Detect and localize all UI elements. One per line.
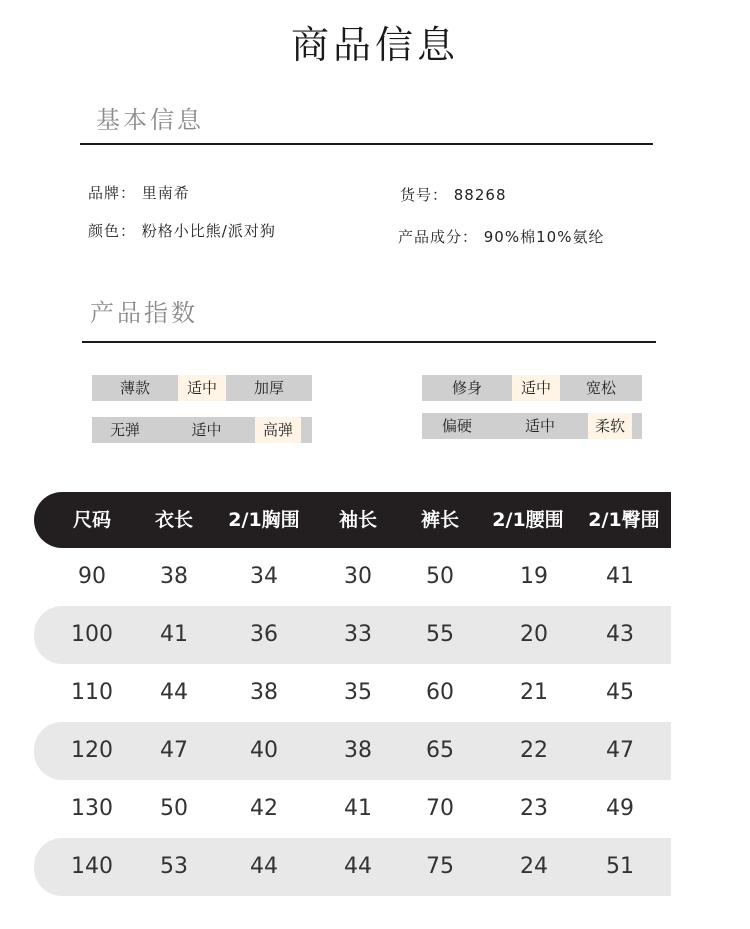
- table-cell: 120: [71, 738, 113, 763]
- table-cell: 50: [426, 564, 454, 589]
- table-header: [34, 492, 671, 548]
- table-cell: 38: [250, 680, 278, 705]
- table-cell: 44: [344, 854, 372, 879]
- scale-option: 宽松: [560, 375, 642, 401]
- table-cell: 44: [250, 854, 278, 879]
- size-table: [34, 492, 671, 896]
- scale-option: 无弹: [92, 417, 158, 443]
- table-cell: 51: [606, 854, 634, 879]
- table-cell: 47: [606, 738, 634, 763]
- header-pants-length: 裤长: [420, 509, 459, 531]
- table-cell: 47: [160, 738, 188, 763]
- table-cell: 35: [344, 680, 372, 705]
- scale-option: 偏硬: [422, 413, 492, 439]
- table-cell: 43: [606, 622, 634, 647]
- scale-option: 适中: [158, 417, 255, 443]
- table-cell: 44: [160, 680, 188, 705]
- scale-option-selected: 高弹: [255, 417, 301, 443]
- brand-text: 品牌： 里南希: [88, 184, 190, 202]
- scale-option: 加厚: [226, 375, 312, 401]
- table-cell: 24: [520, 854, 548, 879]
- basic-info-title: 基本信息: [96, 106, 204, 134]
- table-cell: 23: [520, 796, 548, 821]
- header-waist: 2/1腰围: [492, 509, 564, 531]
- table-cell: 19: [520, 564, 548, 589]
- table-row: [34, 664, 671, 722]
- fit-scale: [422, 375, 642, 401]
- table-cell: 60: [426, 680, 454, 705]
- scale-option-selected: 适中: [178, 375, 226, 401]
- table-cell: 34: [250, 564, 278, 589]
- table-cell: 49: [606, 796, 634, 821]
- header-chest: 2/1胸围: [228, 509, 300, 531]
- table-cell: 40: [250, 738, 278, 763]
- table-cell: 41: [606, 564, 634, 589]
- table-row: [34, 780, 671, 838]
- table-cell: 140: [71, 854, 113, 879]
- table-cell: 110: [71, 680, 113, 705]
- table-cell: 20: [520, 622, 548, 647]
- header-hip: 2/1臀围: [588, 509, 660, 531]
- page-title: 商品信息: [290, 23, 459, 67]
- scale-option-selected: 适中: [512, 375, 560, 401]
- table-cell: 36: [250, 622, 278, 647]
- elasticity-scale: [92, 417, 312, 443]
- product-index-title: 产品指数: [90, 299, 198, 327]
- table-cell: 50: [160, 796, 188, 821]
- header-size: 尺码: [72, 509, 111, 531]
- table-cell: 70: [426, 796, 454, 821]
- scale-option-selected: 柔软: [588, 413, 632, 439]
- table-cell: 22: [520, 738, 548, 763]
- softness-scale: [422, 413, 642, 439]
- table-cell: 42: [250, 796, 278, 821]
- scale-option: 适中: [492, 413, 588, 439]
- table-cell: 41: [344, 796, 372, 821]
- item-number-text: 货号： 88268: [400, 186, 507, 204]
- table-cell: 100: [71, 622, 113, 647]
- table-row: [34, 606, 671, 664]
- table-cell: 41: [160, 622, 188, 647]
- table-cell: 21: [520, 680, 548, 705]
- scale-end-block: [632, 413, 642, 439]
- table-cell: 45: [606, 680, 634, 705]
- table-cell: 130: [71, 796, 113, 821]
- composition-text: 产品成分： 90%棉10%氨纶: [398, 228, 605, 246]
- table-cell: 90: [78, 564, 106, 589]
- table-cell: 30: [344, 564, 372, 589]
- product-index-divider: [82, 341, 656, 343]
- table-cell: 38: [160, 564, 188, 589]
- scale-option: 薄款: [92, 375, 178, 401]
- table-cell: 38: [344, 738, 372, 763]
- thickness-scale: [92, 375, 312, 401]
- color-text: 颜色： 粉格小比熊/派对狗: [88, 222, 276, 240]
- basic-info-divider: [80, 143, 653, 145]
- table-cell: 75: [426, 854, 454, 879]
- table-cell: 33: [344, 622, 372, 647]
- table-cell: 55: [426, 622, 454, 647]
- table-row: [34, 548, 671, 606]
- scale-end-block: [301, 417, 312, 443]
- table-cell: 53: [160, 854, 188, 879]
- header-length: 衣长: [154, 509, 193, 531]
- header-sleeve: 袖长: [338, 509, 377, 531]
- scale-option: 修身: [422, 375, 512, 401]
- table-cell: 65: [426, 738, 454, 763]
- table-row: [34, 838, 671, 896]
- table-row: [34, 722, 671, 780]
